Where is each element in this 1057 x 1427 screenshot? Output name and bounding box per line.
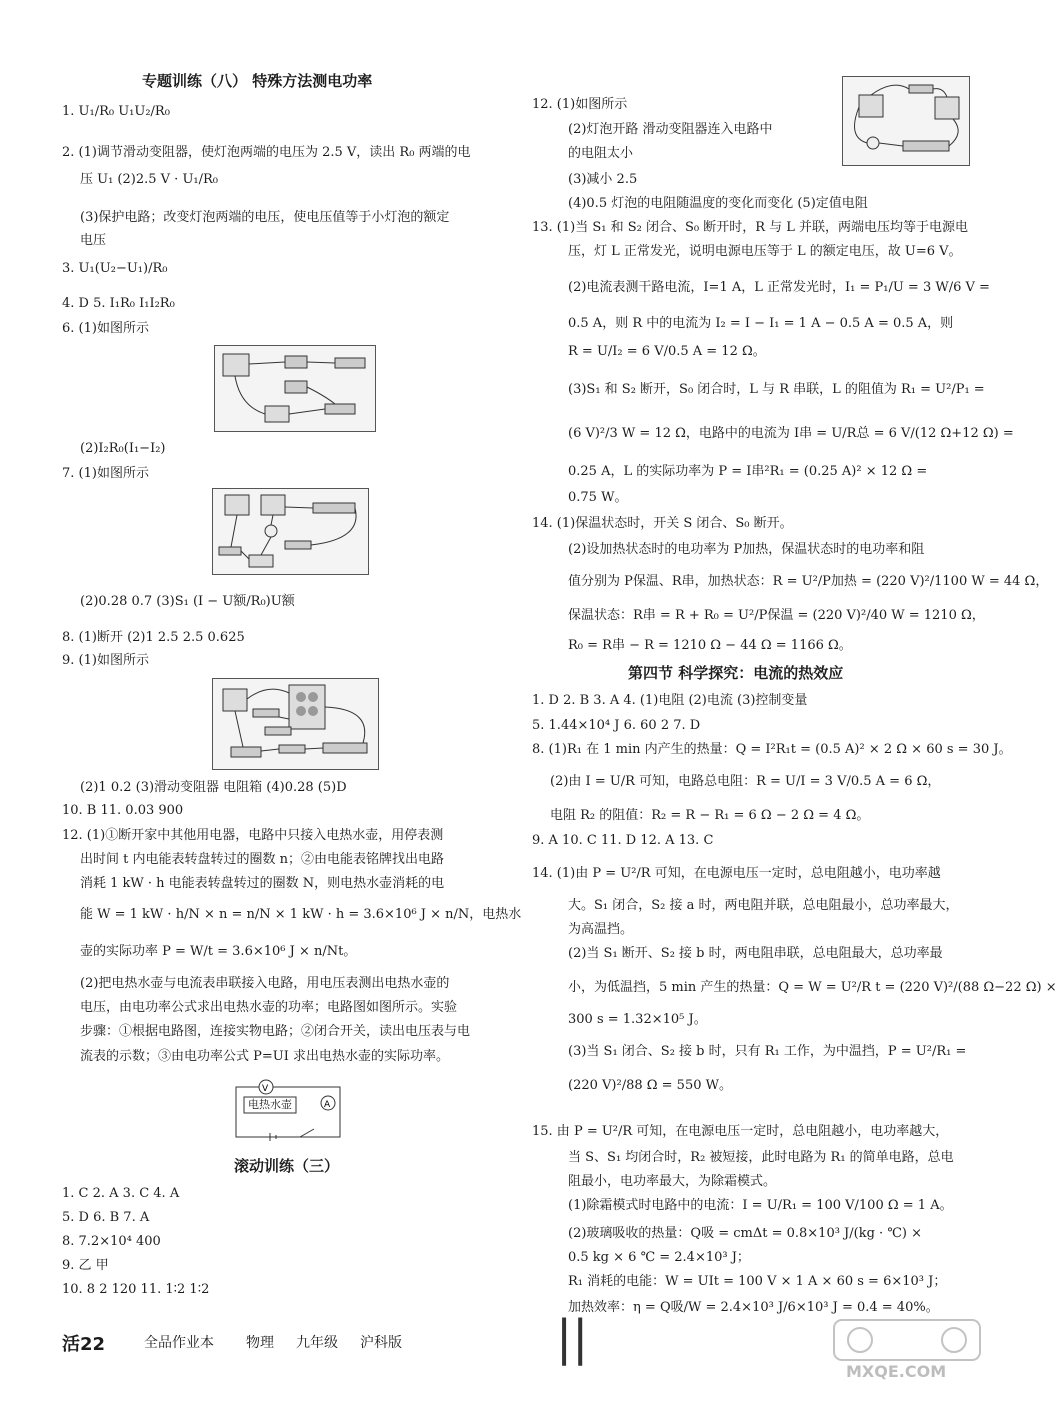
answer-line: 压，灯 L 正常发光，说明电源电压等于 L 的额定电压，故 U=6 V。 [568,244,962,259]
section-title-rolling-training: 滚动训练（三） [234,1157,340,1175]
answer-line: R = U/I₂ = 6 V/0.5 A = 12 Ω。 [568,344,766,359]
answer-line: 9. 乙 甲 [62,1258,109,1273]
circuit-figure-6 [214,345,376,432]
answer-line: 8. 7.2×10⁴ 400 [62,1234,161,1249]
answer-line: 小，为低温挡，5 min 产生的热量：Q = W = U²/R t = (220 V)²/(88 Ω−22 Ω) × [568,980,1057,995]
answer-line: 1. U₁/R₀ U₁U₂/R₀ [62,104,170,119]
answer-line: (2)1 0.2 (3)滑动变阻器 电阻箱 (4)0.28 (5)D [80,780,347,795]
answer-line: 消耗 1 kW · h 电能表转盘转过的圈数 N，则电热水壶消耗的电 [80,876,445,891]
answer-line: 为高温挡。 [568,922,634,937]
answer-line: 电压 [80,233,107,248]
answer-line: 9. A 10. C 11. D 12. A 13. C [532,833,714,848]
answer-line: 6. (1)如图所示 [62,321,149,336]
answer-line: 5. 1.44×10⁴ J 6. 60 2 7. D [532,718,701,733]
answer-line: 12. (1)如图所示 [532,97,628,112]
answer-line: 能 W = 1 kW · h/N × n = n/N × 1 kW · h = 3.6×10⁶ J × n/N，电热水 [80,907,522,922]
section-title-section4: 第四节 科学探究：电流的热效应 [628,664,844,682]
answer-line: R₁ 消耗的电能：W = UIt = 100 V × 1 A × 60 s = 6×10³ J； [568,1274,947,1289]
page-number: 活22 [62,1334,106,1355]
edition: 沪科版 [360,1335,402,1351]
answer-line: 7. (1)如图所示 [62,466,149,481]
answer-line: 壶的实际功率 P = W/t = 3.6×10⁶ J × n/Nt。 [80,944,357,959]
handwritten-mark: || [556,1310,589,1366]
answer-line: 10. 8 2 120 11. 1∶2 1∶2 [62,1282,210,1297]
page-footer [62,1330,522,1360]
answer-line: (2)把电热水壶与电流表串联接入电路，用电压表测出电热水壶的 [80,976,450,991]
answer-line: 14. (1)保温状态时，开关 S 闭合、S₀ 断开。 [532,516,793,531]
answer-line: (2)当 S₁ 断开、S₂ 接 b 时，两电阻串联，总电阻最大，总功率最 [568,946,943,961]
answer-line: 0.75 W。 [568,490,628,505]
answer-line: (3)减小 2.5 [568,172,638,187]
answer-line: 0.25 A，L 的实际功率为 P = I串²R₁ = (0.25 A)² × 12 Ω = [568,464,928,479]
answer-line: 当 S、S₁ 均闭合时，R₂ 被短接，此时电路为 R₁ 的简单电路，总电 [568,1150,954,1165]
answer-line: 保温状态：R串 = R + R₀ = U²/P保温 = (220 V)²/40 W = 1210 Ω， [568,608,985,623]
answer-line: 0.5 kg × 6 ℃ = 2.4×10³ J； [568,1250,750,1265]
answer-line: 阻最小，电功率最大，为除霜模式。 [568,1174,777,1189]
answer-line: 电阻 R₂ 的阻值：R₂ = R − R₁ = 6 Ω − 2 Ω = 4 Ω。 [550,808,870,823]
book-title: 全品作业本 [144,1335,214,1351]
answer-line: 2. (1)调节滑动变阻器，使灯泡两端的电压为 2.5 V，读出 R₀ 两端的电 [62,145,471,160]
answer-line: (1)除霜模式时电路中的电流：I = U/R₁ = 100 V/100 Ω = 1 A。 [568,1198,953,1213]
answer-line: 15. 由 P = U²/R 可知，在电源电压一定时，总电阻越小，电功率越大， [532,1124,949,1139]
answer-line: (2)0.28 0.7 (3)S₁ (I − U额/R₀)U额 [80,594,295,609]
answer-line: 出时间 t 内电能表转盘转过的圈数 n；②由电能表铭牌找出电路 [80,852,444,867]
answer-line: 1. C 2. A 3. C 4. A [62,1186,180,1201]
subject: 物理 [246,1335,274,1351]
svg-text:A: A [324,1100,331,1110]
answer-line: 300 s = 1.32×10⁵ J。 [568,1012,707,1027]
watermark-logo [832,1316,982,1386]
answer-line: 13. (1)当 S₁ 和 S₂ 闭合、S₀ 断开时，R 与 L 并联，两端电压均等于电源电 [532,220,969,235]
answer-line: R₀ = R串 − R = 1210 Ω − 44 Ω = 1166 Ω。 [568,638,852,653]
answer-line: (2)灯泡开路 滑动变阻器连入电路中 [568,122,773,137]
answer-line: 4. D 5. I₁R₀ I₁I₂R₀ [62,296,175,311]
answer-line: (2)由 I = U/R 可知，电路总电阻：R = U/I = 3 V/0.5 A = 6 Ω， [550,774,941,789]
answer-line: 12. (1)①断开家中其他用电器，电路中只接入电热水壶，用停表测 [62,828,444,843]
circuit-diagram-12 [230,1073,348,1143]
answer-line: (3)当 S₁ 闭合、S₂ 接 b 时，只有 R₁ 工作，为中温挡，P = U²/R₁ = [568,1044,967,1059]
answer-line: 的电阻太小 [568,146,634,161]
kettle-label: 电热水壶 [248,1098,292,1111]
answer-line: 14. (1)由 P = U²/R 可知，在电源电压一定时，总电阻越小，电功率越 [532,866,941,881]
answer-line: 流表的示数；③由电功率公式 P=UI 求出电热水壶的实际功率。 [80,1049,449,1064]
answer-line: (2)设加热状态时的电功率为 P加热，保温状态时的电功率和阻 [568,542,925,557]
answer-line: (3)S₁ 和 S₂ 断开，S₀ 闭合时，L 与 R 串联，L 的阻值为 R₁ = U²/P₁ = [568,382,985,397]
answer-line: 步骤：①根据电路图，连接实物电路；②闭合开关，读出电压表与电 [80,1024,471,1039]
answer-line: 压 U₁ (2)2.5 V · U₁/R₀ [80,172,218,187]
answer-line: 8. (1)断开 (2)1 2.5 2.5 0.625 [62,630,245,645]
answer-line: 1. D 2. B 3. A 4. (1)电阻 (2)电流 (3)控制变量 [532,693,808,708]
answer-line: (220 V)²/88 Ω = 550 W。 [568,1078,732,1093]
answer-line: (6 V)²/3 W = 12 Ω，电路中的电流为 I串 = U/R总 = 6 V/(12 Ω+12 Ω) = [568,426,1014,441]
answer-line: 5. D 6. B 7. A [62,1210,150,1225]
answer-line: 0.5 A，则 R 中的电流为 I₂ = I − I₁ = 1 A − 0.5 A = 0.5 A，则 [568,316,954,331]
answer-line: (3)保护电路；改变灯泡两端的电压，使电压值等于小灯泡的额定 [80,210,450,225]
answer-line: (4)0.5 灯泡的电阻随温度的变化而变化 (5)定值电阻 [568,196,868,211]
answer-line: 3. U₁(U₂−U₁)/R₀ [62,261,168,276]
svg-text:V: V [262,1084,269,1094]
circuit-figure-12-right [842,76,970,166]
section-title-special-training: 专题训练（八） 特殊方法测电功率 [142,72,373,90]
answer-line: 大。S₁ 闭合，S₂ 接 a 时，两电阻并联，总电阻最小，总功率最大， [568,898,959,913]
circuit-figure-7 [212,488,369,575]
answer-line: 电压，由电功率公式求出电热水壶的功率；电路图如图所示。实验 [80,1000,458,1015]
circuit-figure-9 [212,678,379,770]
grade: 九年级 [296,1335,338,1351]
answer-line: (2)I₂R₀(I₁−I₂) [80,441,166,456]
answer-line: 8. (1)R₁ 在 1 min 内产生的热量：Q = I²R₁t = (0.5 A)² × 2 Ω × 60 s = 30 J。 [532,742,1012,757]
answer-line: 9. (1)如图所示 [62,653,149,668]
answer-line: (2)电流表测干路电流，I=1 A，L 正常发光时，I₁ = P₁/U = 3 W/6 V = [568,280,990,295]
answer-line: (2)玻璃吸收的热量：Q吸 = cmΔt = 0.8×10³ J/(kg · ℃) × [568,1226,922,1241]
answer-line: 10. B 11. 0.03 900 [62,803,184,818]
watermark-text: MXQE.COM [846,1362,947,1381]
answer-line: 加热效率：η = Q吸/W = 2.4×10³ J/6×10³ J = 0.4 = 40%。 [568,1300,939,1315]
answer-line: 值分别为 P保温、R串，加热状态：R = U²/P加热 = (220 V)²/1100 W = 44 Ω， [568,574,1049,589]
